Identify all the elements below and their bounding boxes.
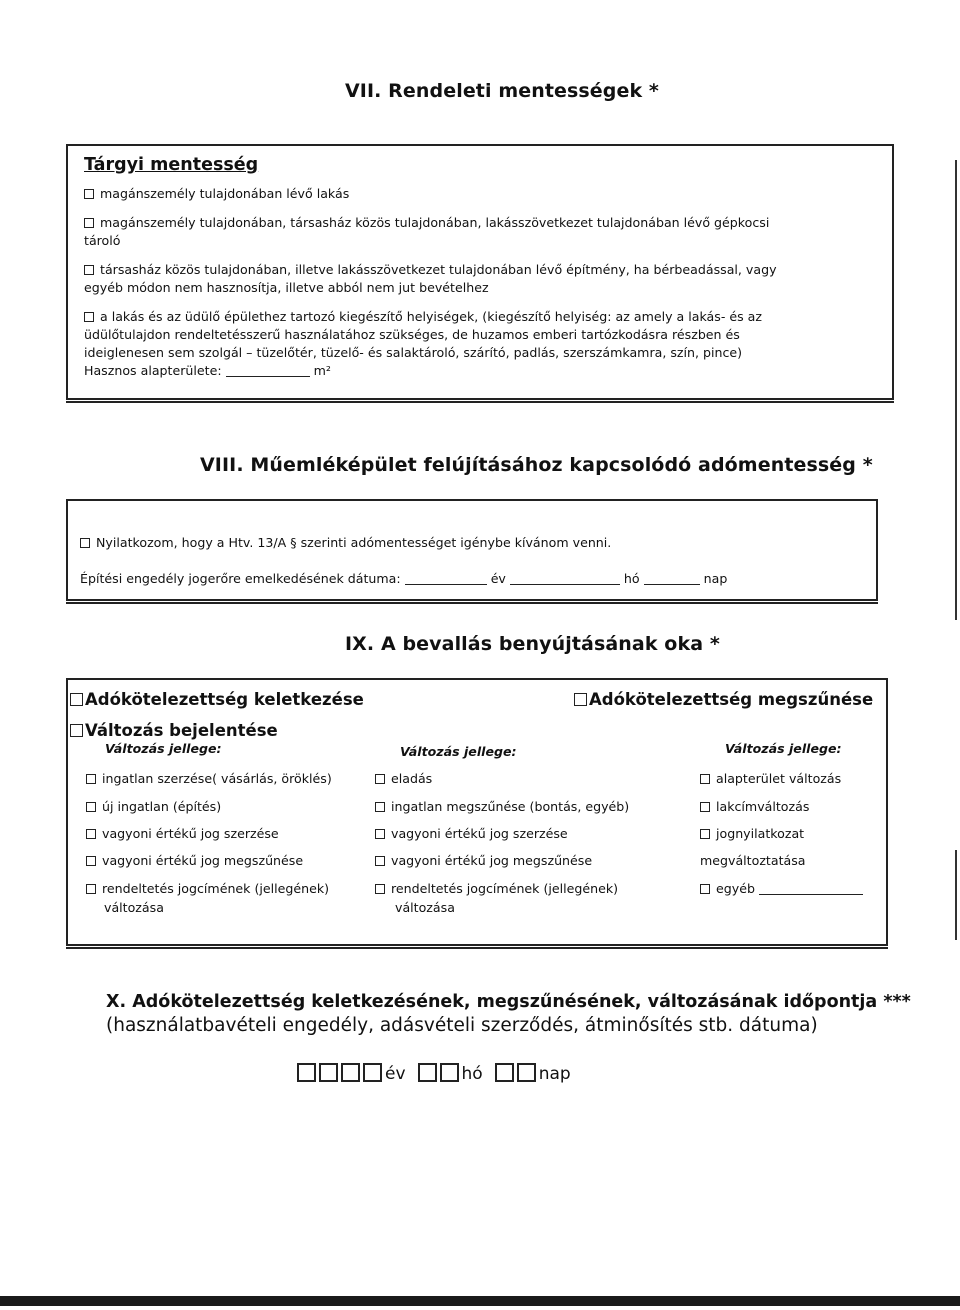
useful-area-row [84,360,331,382]
checkbox[interactable] [86,856,96,866]
year-digit-4-box[interactable] [363,1063,382,1082]
obligation-start-option[interactable]: Adókötelezettség keletkezése [70,690,364,709]
exemption-item-1: magánszemély tulajdonában lévő lakás [84,183,349,205]
month-digit-2-box[interactable] [440,1063,459,1082]
col1-option-5[interactable]: rendeltetés jogcímének (jellegének) [86,878,329,900]
checkbox-garage[interactable] [84,218,94,228]
scan-edge-line-bottom [955,850,957,940]
useful-area-label: Hasznos alapterülete: [84,363,222,378]
col3-plain-text: megváltoztatása [700,853,806,868]
exemption-item-4-cont2: ideiglenesen sem szolgál – tüzelőtér, tüzelő- és salaktároló, szárító, padlás, szerszámkamra, szín, pince) [84,345,743,360]
checkbox[interactable] [86,774,96,784]
material-exemption-title: Tárgyi mentesség [84,155,259,175]
checkbox[interactable] [375,884,385,894]
change-report-option[interactable]: Változás bejelentése [70,721,278,740]
scan-bottom-bar [0,1296,960,1306]
exemption-item-3-cont: egyéb módon nem hasznosítja, illetve abból nem jut bevételhez [84,280,489,295]
year-digit-1-box[interactable] [297,1063,316,1082]
col2-option-2[interactable]: ingatlan megszűnése (bontás, egyéb) [375,796,629,818]
checkbox-condo-building[interactable] [84,265,94,275]
col3-option-3[interactable]: jognyilatkozat [700,823,804,845]
section-x-title: X. Adókötelezettség keletkezésének, megszűnésének, változásának időpontja *** [106,992,911,1012]
obligation-end-option[interactable]: Adókötelezettség megszűnése [574,690,873,709]
change-nature-header-2: Változás jellege: [400,744,517,759]
col1-option-3[interactable]: vagyoni értékű jog szerzése [86,823,279,845]
permit-year-input[interactable] [405,572,487,585]
col2-option-5[interactable]: rendeltetés jogcímének (jellegének) [375,878,618,900]
section-viii-title: VIII. Műemléképület felújításához kapcsolódó adómentesség * [200,454,873,476]
year-digit-3-box[interactable] [341,1063,360,1082]
exemption-item-4-cont1: üdülőtulajdon rendeltetésszerű használatához szükséges, de huzamos emberi tartózkodásra részben és [84,327,740,342]
col2-option-4[interactable]: vagyoni értékű jog megszűnése [375,850,592,872]
section-x-subtitle: (használatbavételi engedély, adásvételi szerződés, átminősítés stb. dátuma) [106,1015,818,1036]
permit-day-input[interactable] [644,572,700,585]
checkbox[interactable] [86,829,96,839]
checkbox[interactable] [375,829,385,839]
checkbox[interactable] [700,774,710,784]
month-digit-1-box[interactable] [418,1063,437,1082]
col1-option-5-cont: változása [104,900,164,915]
col1-option-4[interactable]: vagyoni értékű jog megszűnése [86,850,303,872]
exemption-item-2: magánszemély tulajdonában, társasház közös tulajdonában, lakásszövetkezet tulajdonában lévő gépkocsi [84,212,769,234]
col2-option-1[interactable]: eladás [375,768,432,790]
exemption-item-3: társasház közös tulajdonában, illetve lakásszövetkezet tulajdonában lévő építmény, ha bérbeadással, vagy [84,259,777,281]
checkbox-private-home[interactable] [84,189,94,199]
checkbox-obligation-end[interactable] [574,693,587,706]
checkbox[interactable] [375,856,385,866]
checkbox-change-report[interactable] [70,724,83,737]
obligation-date-row: év hó nap [297,1063,571,1084]
checkbox[interactable] [700,802,710,812]
section-vii-title: VII. Rendeleti mentességek * [345,80,659,102]
scan-edge-line-top [955,160,957,620]
permit-date-row: Építési engedély jogerőre emelkedésének dátuma: év hó nap [80,571,728,586]
exemption-item-4: a lakás és az üdülő épülethez tartozó kiegészítő helyiségek, (kiegészítő helyiség: az amely a lakás- és az [84,306,762,328]
col3-option-1[interactable]: alapterület változás [700,768,841,790]
other-input[interactable] [759,882,863,895]
checkbox[interactable] [700,829,710,839]
col3-option-other[interactable]: egyéb [700,878,863,900]
year-digit-2-box[interactable] [319,1063,338,1082]
checkbox[interactable] [375,802,385,812]
checkbox-obligation-start[interactable] [70,693,83,706]
section-ix-title: IX. A bevallás benyújtásának oka * [345,633,720,655]
col1-option-1[interactable]: ingatlan szerzése( vásárlás, öröklés) [86,768,332,790]
useful-area-unit: m² [313,363,331,378]
checkbox[interactable] [700,884,710,894]
checkbox[interactable] [86,884,96,894]
change-nature-header-3: Változás jellege: [725,741,842,756]
useful-area-input[interactable] [226,364,310,377]
checkbox[interactable] [86,802,96,812]
permit-date-label: Építési engedély jogerőre emelkedésének dátuma: [80,571,401,586]
col2-option-5-cont: változása [395,900,455,915]
checkbox-monument-declaration[interactable] [80,538,90,548]
day-digit-1-box[interactable] [495,1063,514,1082]
col1-option-2[interactable]: új ingatlan (építés) [86,796,221,818]
col3-option-2[interactable]: lakcímváltozás [700,796,809,818]
change-nature-header-1: Változás jellege: [105,741,222,756]
checkbox-auxiliary-rooms[interactable] [84,312,94,322]
permit-month-input[interactable] [510,572,620,585]
monument-declaration-row: Nyilatkozom, hogy a Htv. 13/A § szerinti adómentességet igénybe kívánom venni. [80,532,611,554]
col2-option-3[interactable]: vagyoni értékű jog szerzése [375,823,568,845]
day-digit-2-box[interactable] [517,1063,536,1082]
exemption-item-2-cont: tároló [84,233,121,248]
checkbox[interactable] [375,774,385,784]
